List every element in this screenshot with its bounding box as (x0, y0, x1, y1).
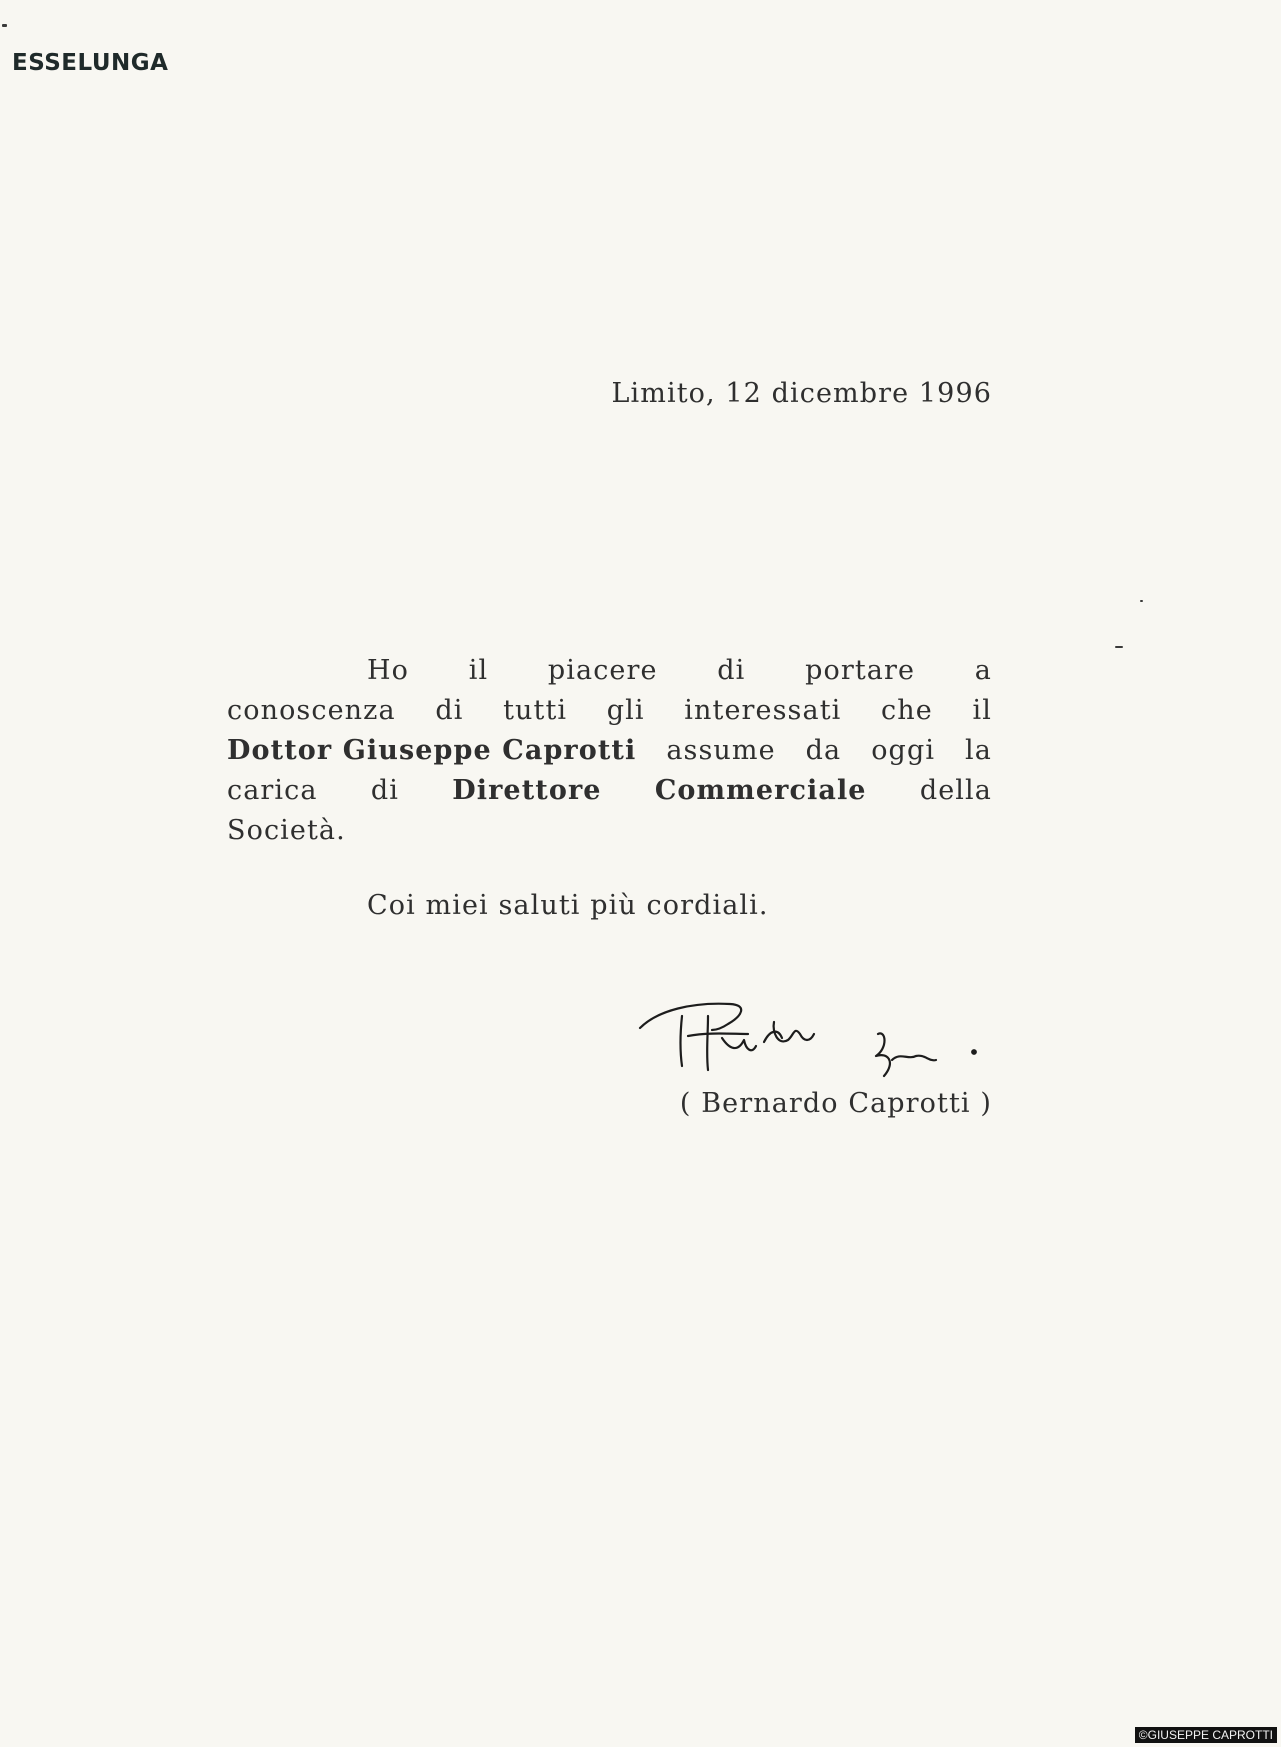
word: il (468, 655, 489, 686)
name-giuseppe-caprotti: Dottor Giuseppe Caprotti (227, 735, 637, 766)
word: gli (606, 695, 645, 726)
body-line-3 (227, 735, 992, 766)
word: oggi (871, 735, 936, 766)
word: carica (227, 775, 318, 806)
company-logo: ESSELUNGA (12, 50, 169, 76)
paper-speck (1140, 600, 1143, 602)
body-line-5 (227, 815, 992, 846)
word: assume (666, 735, 776, 766)
word: conoscenza (227, 695, 396, 726)
paper-speck (1115, 646, 1123, 648)
word: la (965, 735, 992, 766)
word: Società. (227, 815, 346, 846)
word: di (370, 775, 399, 806)
signatory-name: ( Bernardo Caprotti ) (679, 1088, 992, 1119)
body-line-1 (367, 655, 992, 686)
word: portare (805, 655, 916, 686)
word: di (717, 655, 746, 686)
word: piacere (547, 655, 658, 686)
word: di (435, 695, 464, 726)
copyright-watermark: ©GIUSEPPE CAPROTTI (1135, 1727, 1277, 1743)
title-commerciale: Commerciale (654, 775, 867, 806)
paper-speck (2, 24, 7, 27)
handwritten-signature (638, 990, 988, 1090)
word: a (974, 655, 992, 686)
word: interessati (684, 695, 842, 726)
closing-line: Coi miei saluti più cordiali. (367, 890, 769, 921)
word: della (919, 775, 992, 806)
body-line-2 (227, 695, 992, 726)
body-line-4 (227, 775, 992, 806)
word: che (881, 695, 933, 726)
word: tutti (503, 695, 568, 726)
word: Ho (367, 655, 410, 686)
title-direttore: Direttore (452, 775, 602, 806)
word: il (972, 695, 992, 726)
word: da (805, 735, 842, 766)
letter-date: Limito, 12 dicembre 1996 (611, 378, 992, 409)
